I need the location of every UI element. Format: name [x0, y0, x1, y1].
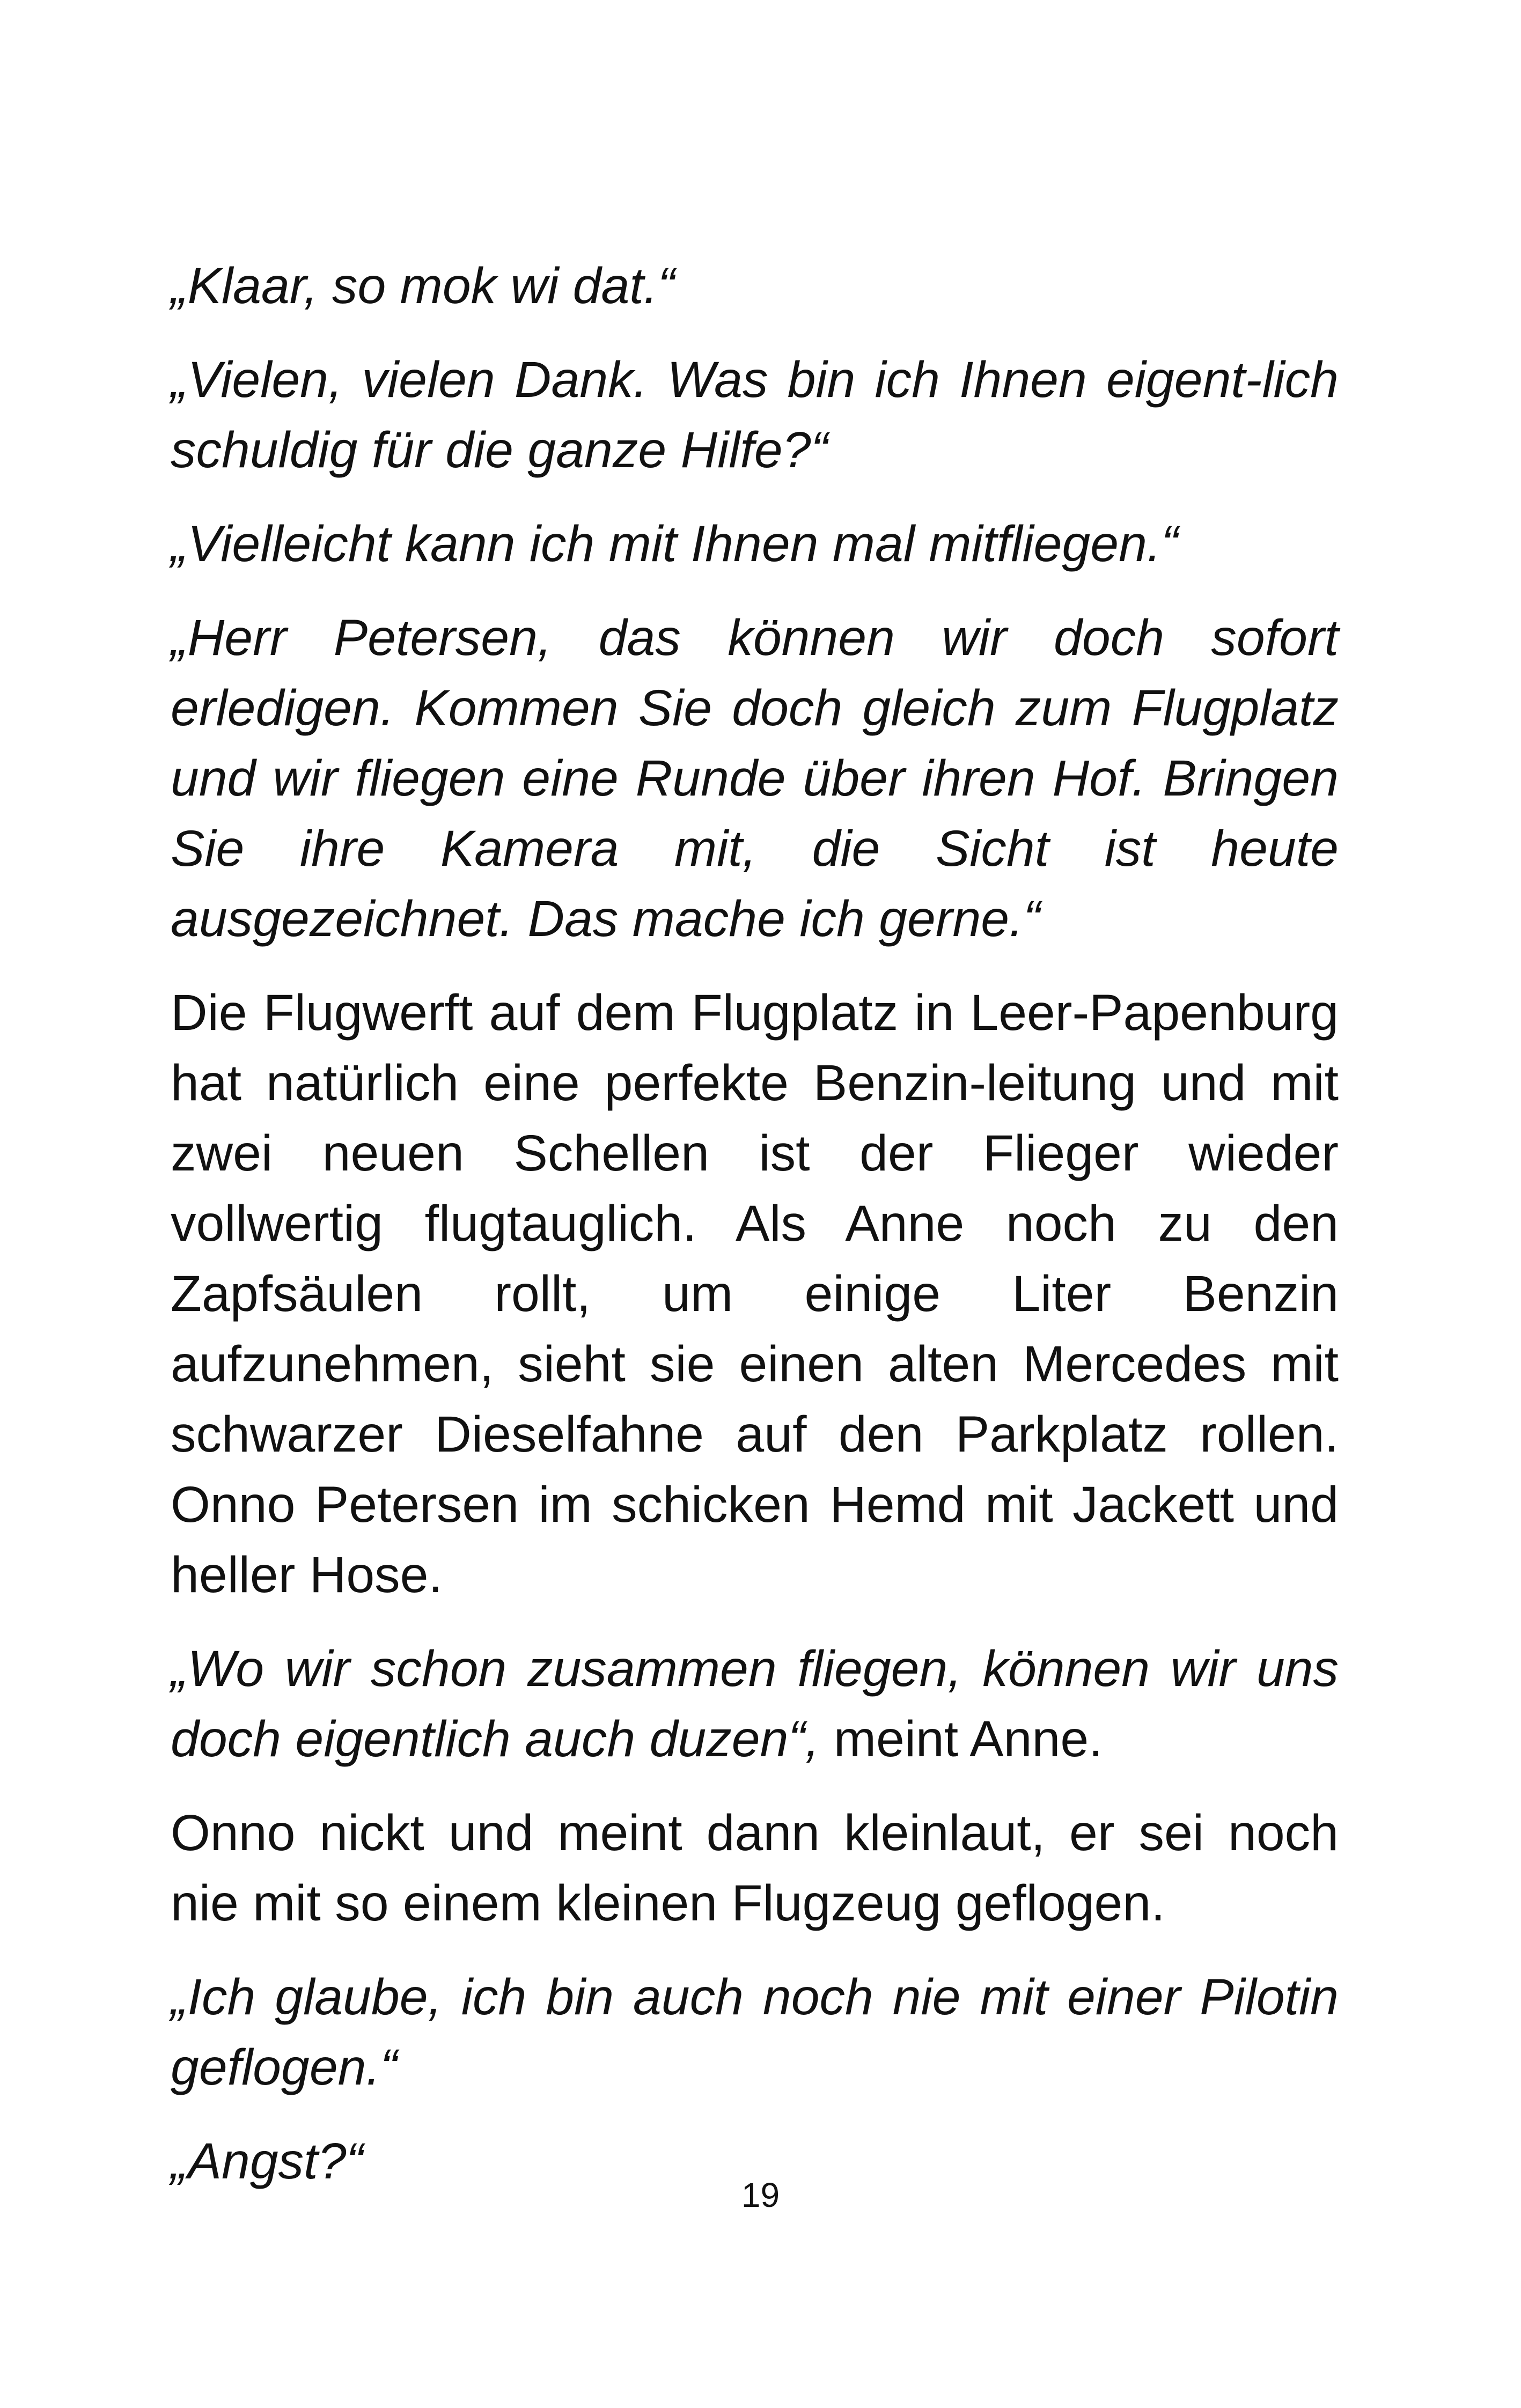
- dialogue-paragraph: „Vielleicht kann ich mit Ihnen mal mitfliegen.“: [171, 516, 1178, 572]
- dialogue-speech: „Wo wir schon zusammen fliegen, können wir uns doch eigentlich auch duzen“,: [171, 1640, 1339, 1768]
- dialogue-paragraph: „Klaar, so mok wi dat.“: [171, 257, 675, 314]
- narrative-paragraph: Die Flugwerft auf dem Flugplatz in Leer-Papenburg hat natürlich eine perfekte Benzin-leitung und mit zwei neuen Schellen ist der Flieger wieder vollwertig flugtauglich. Als Anne noch zu den Zapfsäulen rollt, um einige Liter Benzin aufzunehmen, sieht sie einen alten Mercedes mit schwarzer Dieselfahne auf den Parkplatz rollen. Onno Petersen im schicken Hemd mit Jackett und heller Hose.: [171, 984, 1339, 1603]
- dialogue-paragraph: „Herr Petersen, das können wir doch sofort erledigen. Kommen Sie doch gleich zum Flugplatz und wir fliegen eine Runde über ihren Hof. Bringen Sie ihre Kamera mit, die Sicht ist heute ausgezeichnet. Das mache ich gerne.“: [171, 609, 1339, 947]
- dialogue-paragraph: „Ich glaube, ich bin auch noch nie mit einer Pilotin geflogen.“: [171, 1969, 1339, 2096]
- dialogue-narration: meint Anne.: [819, 1711, 1103, 1768]
- narrative-paragraph: Onno nickt und meint dann kleinlaut, er sei noch nie mit so einem kleinen Flugzeug geflogen.: [171, 1805, 1339, 1932]
- page-number: 19: [741, 2176, 780, 2214]
- dialogue-paragraph: „Angst?“: [171, 2133, 364, 2190]
- page-body: [171, 251, 1339, 2220]
- dialogue-paragraph: [171, 1634, 1339, 1774]
- dialogue-paragraph: „Vielen, vielen Dank. Was bin ich Ihnen eigent-lich schuldig für die ganze Hilfe?“: [171, 351, 1339, 478]
